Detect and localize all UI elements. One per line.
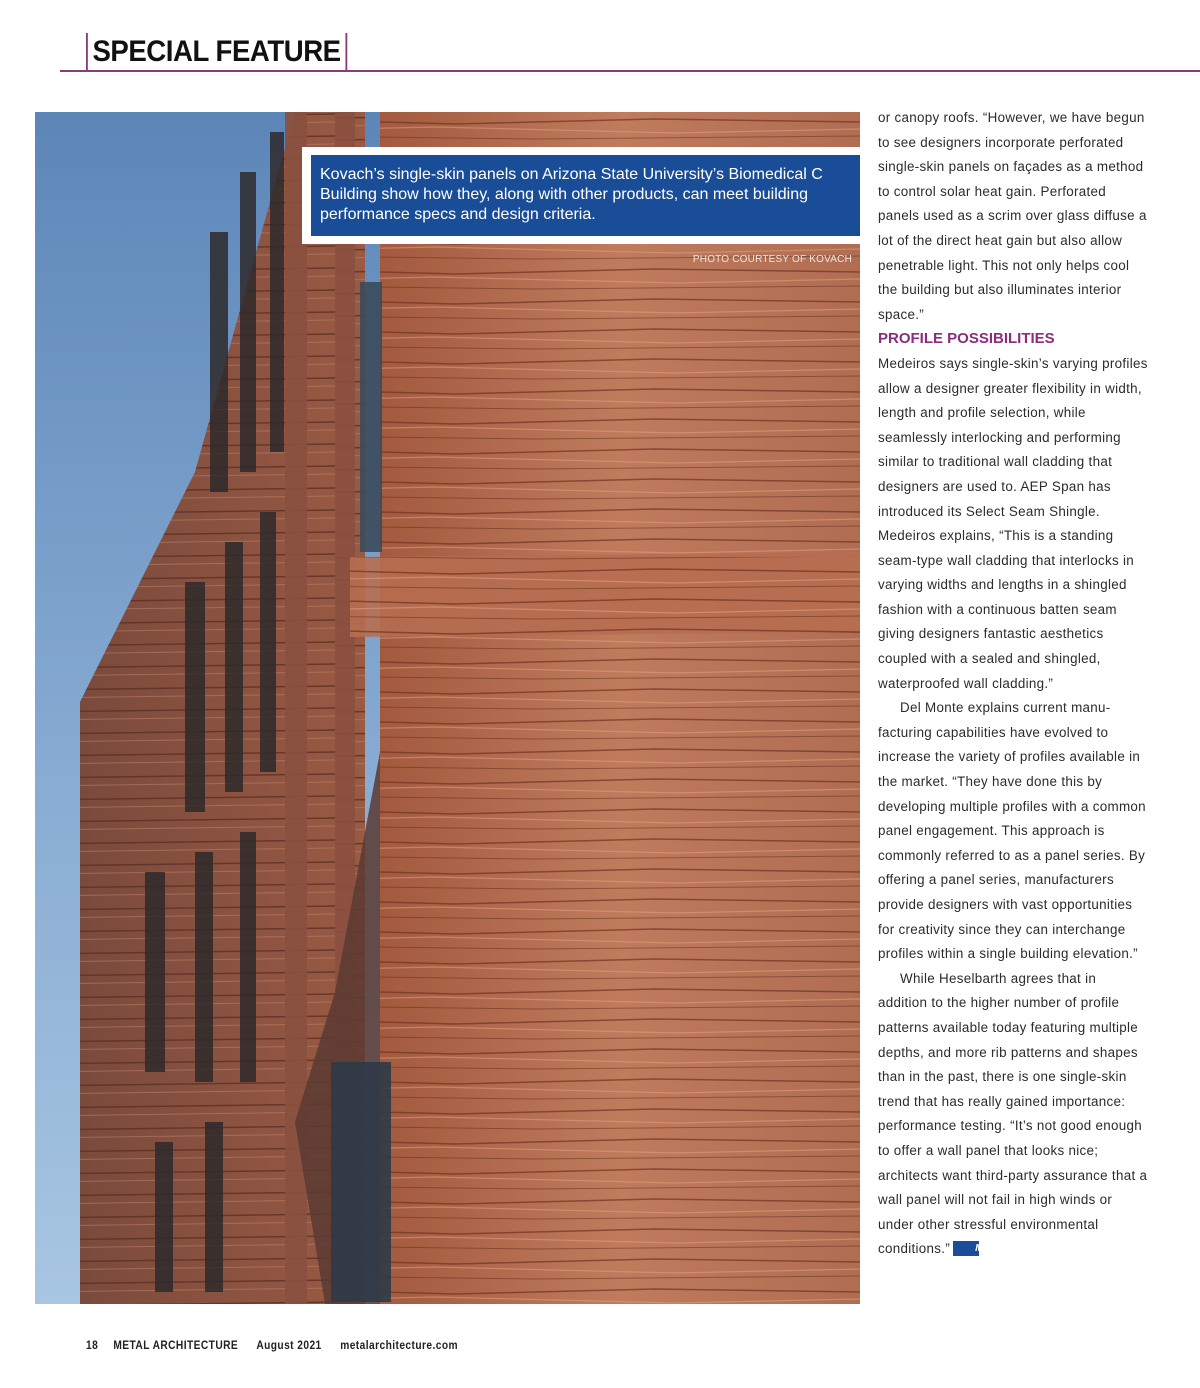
building-photo (35, 112, 860, 1304)
issue-date: August 2021 (256, 1338, 322, 1352)
article-paragraph: Medeiros says single-skin’s varying profiles allow a designer greater flexibility in width, length and profile selection, while seamlessly interlocking and performing similar to traditional wall cladding that designers are used to. AEP Span has introduced its Select Seam Shingle. Medeiros explains, “This is a standing seam-type wall cladding that interlocks in varying widths and lengths in a shingled fashion with a continuous batten seam giving designers fantastic aesthetics coupled with a sealed and shingled, waterproofed wall cladding.” (878, 355, 1148, 691)
page-number: 18 (86, 1338, 99, 1352)
section-label: SPECIAL FEATURE (86, 33, 347, 71)
website: metalarchitecture.com (340, 1338, 458, 1352)
article-text: While Heselbarth agrees that in addition to the higher number of profile patterns available today featuring multiple depths, and more rib patterns and shapes than in the past, there is one single-skin trend that has really gained importance: performance testing. “It’s not good enough to offer a wall panel that looks nice; architects want third-party assurance that a wall panel will not fail in high winds or under other stressful environmental conditions.” (878, 970, 1148, 1257)
article-paragraph: Del Monte explains current manufacturing capabilities have evolved to increase the variety of profiles available in the market. “They have done this by developing multiple profiles with a common panel engagement. This approach is commonly referred to as a panel series. By offering a panel series, manufacturers provide designers with vast opportunities for creativity since they can interchange profiles within a single building elevation.” (878, 700, 1146, 962)
page-footer (86, 1338, 473, 1352)
section-subhead: PROFILE POSSIBILITIES (878, 330, 1055, 348)
photo-credit: PHOTO COURTESY OF KOVACH (692, 254, 852, 265)
end-mark-icon: MA (953, 1241, 979, 1256)
publication-name: METAL ARCHITECTURE (113, 1338, 239, 1352)
article-paragraph-last (878, 967, 1148, 1262)
article-column (878, 106, 1148, 1262)
article-paragraph: or canopy roofs. “However, we have begun to see designers incorporate perforated single-skin panels on façades as a method to control solar heat gain. Perforated panels used as a scrim over glass diffuse a lot of the direct heat gain but also allow penetrable light. This not only helps cool the building but also illuminates interior space.” (878, 110, 1147, 322)
building-illustration (35, 112, 860, 1304)
photo-caption (302, 147, 860, 244)
caption-text: Kovach’s single-skin panels on Arizona State University’s Biomedical C Building show how they, along with other products, can meet building performance specs and design criteria. (311, 155, 860, 236)
